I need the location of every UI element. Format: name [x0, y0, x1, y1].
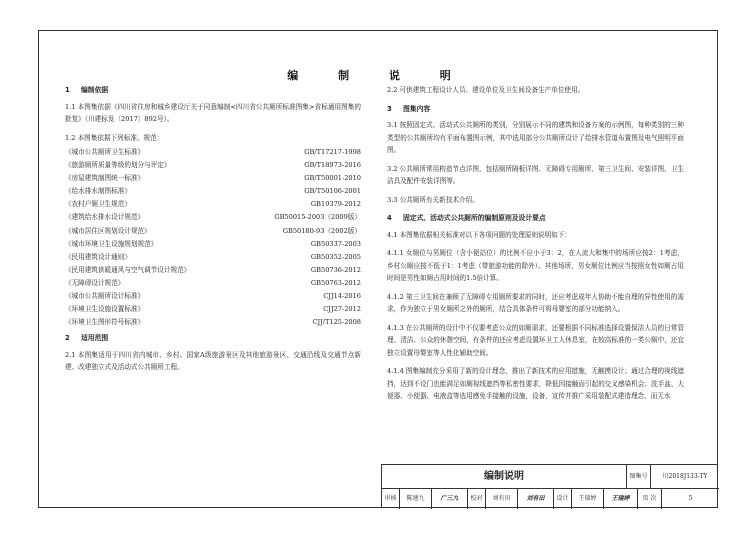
standard-name: 《环境卫生图形符号标准》 [65, 318, 145, 327]
standard-name: 《民用建筑设计通则》 [65, 252, 131, 261]
paragraph-1-1: 1.1 本图集依据《四川省住房和城乡建设厅关于同意编制<四川省公共厕所标准图集>省标通用图集的批复》（川建标发〔2017〕892号）。 [65, 102, 361, 123]
standard-code: GB50736-2012 [310, 265, 361, 274]
standard-code: GB50337-2003 [310, 239, 361, 248]
atlas-number: 川2018J133-TY [651, 465, 719, 489]
paragraph-4-1-4: 4.1.4 图集编制充分采用了新的设计理念，推出了新技术的应用措施，无触摸设计；通过合理的视线遮挡，达到不设门也能满足如厕视线遮挡等私密性要求，降低因接触而引起的交叉感染机会；洗手盆、大便器、小便器、电液盒等选用感免手接触的设施，设备，宣传并推广采用装配式建造理念，而无水 [387, 367, 684, 400]
standard-code: GB19379-2012 [310, 200, 361, 209]
signature-row [382, 489, 719, 509]
paragraph-2-2: 2.2 可供建筑工程设计人员、建设单位及卫生间设备生产单位使用。 [387, 86, 585, 94]
standard-name: 《无障碍设计规范》 [65, 278, 125, 287]
paragraph-3-3: 3.3 公共厕所有关新技术介绍。 [387, 195, 479, 204]
standard-name: 《房屋建筑制图统一标准》 [65, 174, 145, 183]
standard-row [65, 172, 361, 185]
section-heading-2 [65, 332, 361, 345]
designed-label: 设计 [554, 489, 572, 509]
paragraph-3-2: 3.2 公共厕所常用构造节点详图，包括厕所隔板详图、无障碍专用厕所、第三卫生间、安装详图、卫生洁具及配件安装详图等。 [387, 164, 684, 185]
standard-row [65, 238, 361, 251]
standards-list [65, 146, 361, 329]
section-title: 图集内容 [403, 104, 431, 113]
standard-row [65, 211, 361, 224]
standard-row [65, 303, 361, 316]
standard-row [65, 264, 361, 277]
right-column [387, 84, 684, 409]
section-number: 3 [387, 104, 392, 113]
section-title: 适用范围 [81, 334, 109, 343]
paragraph-4-1-3: 4.1.3 在公共厕所的设计中不仅要考虑公众的如厕需求，还要根据不同标准选择设置保洁人员的日常管理、清洁、公众的休憩空间，有条件的还应考虑设置环卫工人休息室，在较高标准的一类公厕中，还宜独立设置母婴室等人性化辅助空间。 [387, 323, 684, 357]
standard-name: 《城市公共厕所设计标准》 [65, 292, 145, 301]
paragraph-2-1: 2.1 本图集适用于四川省内城市、乡村、国家A级旅游景区及其他旅游景区、交通沿线及交通节点新建、改建独立式及活动式公共厕所工程。 [65, 350, 361, 372]
standard-row [65, 225, 361, 238]
standard-code: GB50352-2005 [310, 252, 361, 261]
standard-row [65, 290, 361, 303]
checked-label: 校对 [468, 489, 486, 509]
reviewer-signature: 广三九 [432, 489, 468, 509]
standard-code: GB50015-2003（2009版） [274, 213, 361, 222]
paragraph-1-2: 1.2 本图集依据下列标准、规范： [65, 133, 164, 142]
standard-code: GB50763-2012 [310, 278, 361, 287]
standard-name: 《环境卫生设施设置标准》 [65, 305, 145, 314]
standard-name: 《旅游厕所质量等级的划分与评定》 [65, 161, 171, 170]
checker-signature: 刘有田 [518, 489, 554, 509]
reviewer-name: 陈建九 [400, 489, 432, 509]
standard-name: 《城市居住区规划设计规范》 [65, 226, 151, 235]
section-heading-4 [387, 212, 684, 225]
designer-name: 王瑞婷 [572, 489, 604, 509]
section-number: 1 [65, 86, 70, 94]
section-heading-3 [387, 103, 684, 116]
section-heading-1 [65, 84, 361, 97]
standard-code: CJJ27-2012 [323, 305, 361, 314]
standard-row [65, 251, 361, 264]
section-title: 固定式、活动式公共厕所的编制原则及设计要点 [403, 214, 546, 222]
standard-row [65, 185, 361, 198]
standard-row [65, 316, 361, 329]
page-number: 5 [688, 495, 693, 502]
standard-name: 《城市公共厕所卫生标准》 [65, 148, 145, 156]
paragraph-4-1-2: 4.1.2 第三卫生间在兼顾了无障碍专用厕所要求的同时，还应考虑成年人协助不能自理的异性使用的需求，作为独立于男女厕所之外的厕所，结合具体条件可将母婴室的部分功能纳入。 [387, 292, 684, 313]
section-number: 2 [65, 334, 70, 343]
title-block [381, 464, 718, 508]
standard-row [65, 277, 361, 290]
standard-name: 《农村户厕卫生规范》 [65, 200, 131, 209]
document-title: 编 制 说 明 [287, 69, 469, 82]
section-number: 4 [387, 214, 392, 222]
section-title: 编制依据 [81, 86, 109, 94]
paragraph-4-1: 4.1 本图集依据相关标准对以下各项问题的处理原则说明如下： [387, 230, 572, 239]
standard-row [65, 146, 361, 159]
standard-name: 《城市环境卫生设施规划规范》 [65, 239, 158, 248]
standard-name: 《给水排水制图标准》 [65, 187, 131, 196]
standard-row [65, 159, 361, 172]
designer-signature: 王瑞婷 [604, 489, 638, 509]
atlas-number-label: 图集号 [627, 465, 651, 489]
standard-code: GB/T50001-2010 [304, 174, 361, 183]
paragraph-3-1: 3.1 按照固定式、活动式公共厕所的类别，分别展示不同的建筑和设备方案的示例图，每种类别的三种类型的公共厕所均有平面布置图示例，其中选用部分公共厕所设计了给排水管道布置图及电气照明平面图。 [387, 121, 684, 154]
checker-name: 刘有田 [486, 489, 518, 509]
standard-row [65, 198, 361, 211]
standard-code: GB/T50106-2001 [304, 187, 361, 196]
standard-code: GB/T17217-1998 [304, 148, 361, 156]
standard-code: GB/T18973-2016 [304, 161, 361, 170]
page-label: 页 次 [638, 489, 662, 509]
standard-name: 《民用建筑供暖通风与空气调节设计规范》 [65, 265, 191, 274]
reviewed-label: 审核 [382, 489, 400, 509]
standard-code: CJJ14-2016 [323, 292, 361, 301]
standard-name: 《建筑给水排水设计规范》 [65, 213, 145, 222]
standard-code: CJJ/T125-2008 [312, 318, 361, 327]
drawing-name: 编制说明 [382, 465, 627, 489]
standard-code: GB50180-93（2002版） [282, 226, 361, 235]
paragraph-4-1-1: 4.1.1 女厕位与男厕位（含小便站位）的比例不应小于3：2，在人流大和集中的场所应按2：1考虑，乡村公厕应按不低于1：1考虑（带旅游功能的除外）。其他场所，男女厕位比例应当按照女性如厕占用时间是男性如厕占用时间的1.5倍计算。 [387, 249, 684, 282]
left-column [65, 84, 361, 380]
